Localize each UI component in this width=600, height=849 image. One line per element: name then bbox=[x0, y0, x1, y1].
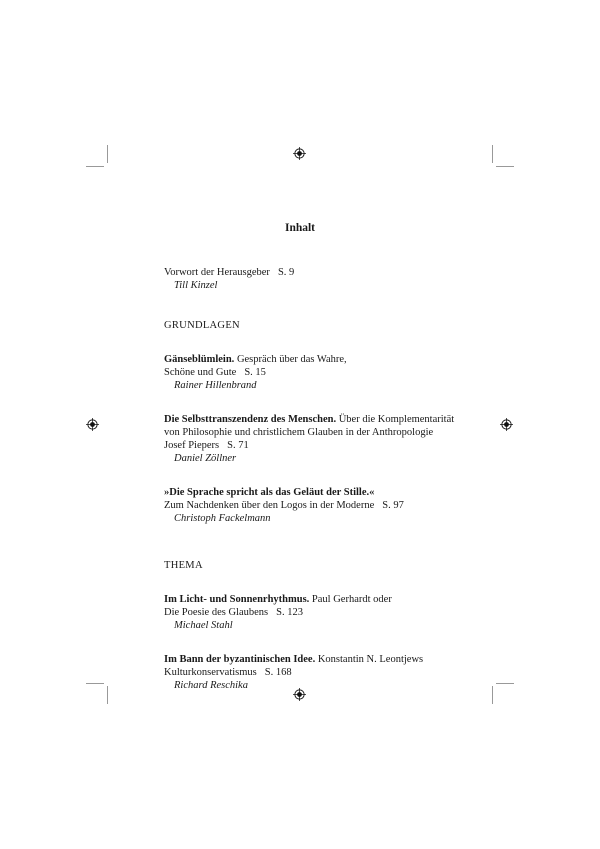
crop-mark bbox=[496, 683, 514, 684]
entry-author: Daniel Zöllner bbox=[174, 453, 237, 464]
entry-title-bold: Gänseblümlein. bbox=[164, 354, 235, 365]
toc-entry[interactable] bbox=[164, 653, 494, 692]
entry-title-rest: Paul Gerhardt oder bbox=[309, 594, 392, 605]
entry-title-bold: Die Selbsttranszendenz des Menschen. bbox=[164, 414, 337, 425]
entry-title-bold: »Die Sprache spricht als das Geläut der Stille.« bbox=[164, 487, 375, 498]
entry-title-rest: Gespräch über das Wahre, bbox=[234, 354, 347, 365]
entry-title-bold: Im Bann der byzantinischen Idee. bbox=[164, 654, 316, 665]
entry-title-line: Josef Piepers bbox=[164, 440, 220, 451]
page-number: S. 123 bbox=[276, 607, 303, 618]
page-number: S. 71 bbox=[227, 440, 249, 451]
crop-mark bbox=[107, 686, 108, 704]
toc-entry[interactable] bbox=[164, 413, 494, 465]
toc-entry[interactable] bbox=[164, 593, 494, 632]
toc-entry[interactable] bbox=[164, 486, 494, 525]
entry-title-rest: Über die Komplementarität bbox=[336, 414, 455, 425]
entry-title-bold: Im Licht- und Sonnenrhythmus. bbox=[164, 594, 310, 605]
toc-entry[interactable] bbox=[164, 353, 494, 392]
crop-mark bbox=[496, 166, 514, 167]
entry-author: Richard Reschika bbox=[174, 680, 248, 691]
page-title: Inhalt bbox=[284, 222, 316, 234]
entry-author: Till Kinzel bbox=[174, 280, 218, 291]
page-number: S. 168 bbox=[264, 667, 292, 678]
entry-title-line: Die Poesie des Glaubens bbox=[164, 607, 269, 618]
entry-title-line: Kulturkonservatismus bbox=[164, 667, 257, 678]
entry-title: Vorwort der Herausgeber bbox=[164, 267, 270, 278]
toc-entry-preface[interactable] bbox=[164, 266, 494, 292]
entry-author: Michael Stahl bbox=[174, 620, 233, 631]
section-heading: GRUNDLAGEN bbox=[164, 320, 240, 331]
crop-mark bbox=[86, 683, 104, 684]
registration-mark-icon bbox=[86, 418, 99, 431]
page-number: S. 97 bbox=[382, 500, 404, 511]
table-of-contents bbox=[164, 266, 494, 692]
page-number: S. 9 bbox=[277, 267, 295, 278]
crop-mark bbox=[492, 145, 493, 163]
registration-mark-icon bbox=[293, 147, 306, 160]
registration-mark-icon bbox=[500, 418, 513, 431]
entry-title-line: Zum Nachdenken über den Logos in der Moderne bbox=[164, 500, 375, 511]
page-number: S. 15 bbox=[244, 367, 266, 378]
entry-title-line: von Philosophie und christlichem Glauben in der Anthropologie bbox=[164, 427, 434, 438]
entry-author: Christoph Fackelmann bbox=[174, 513, 271, 524]
crop-mark bbox=[86, 166, 104, 167]
section-heading: THEMA bbox=[164, 560, 203, 571]
crop-mark bbox=[107, 145, 108, 163]
entry-title-rest: Konstantin N. Leontjews bbox=[315, 654, 424, 665]
entry-author: Rainer Hillenbrand bbox=[174, 380, 257, 391]
entry-title-line: Schöne und Gute bbox=[164, 367, 237, 378]
